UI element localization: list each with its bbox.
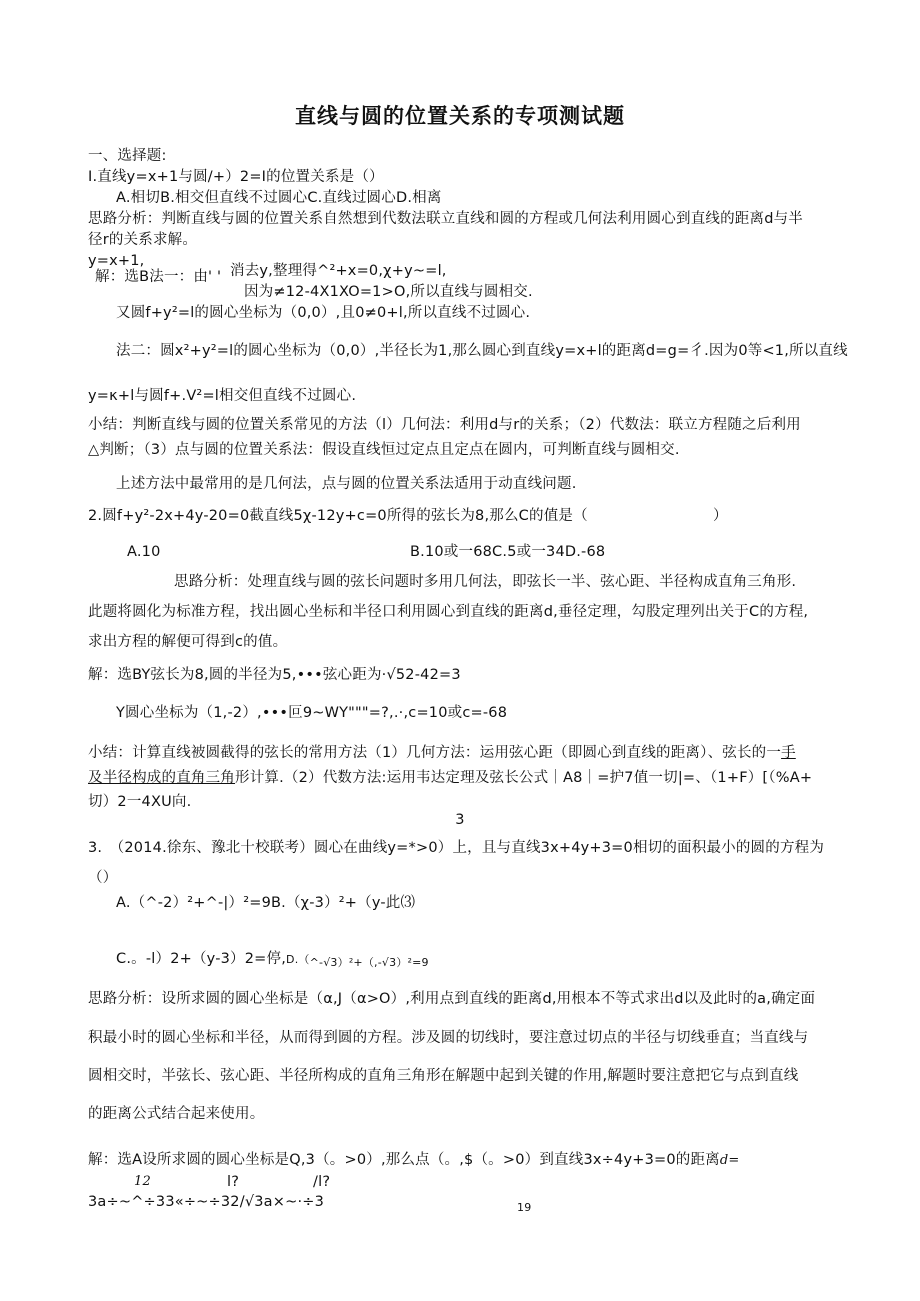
q2-solution-line1: 解：选BY弦长为8,圆的半径为5,•••弦心距为·√52-42=3	[88, 667, 461, 683]
q1-summary-line1: 小结：判断直线与圆的位置关系常见的方法（l）几何法：利用d与r的关系；（2）代数法：联立方程随之后利用	[88, 417, 801, 433]
q2-option-a: A.10	[127, 544, 161, 560]
q3-fraction-numerator-12: 12	[134, 1174, 151, 1189]
q1-method2-line2: y=κ+l与圆f+.V²=l相交但直线不过圆心.	[88, 388, 357, 404]
q1-summary-line2: △判断；（3）点与圆的位置关系法：假设直线恒过定点且定点在圆内，可判断直线与圆相交.	[88, 442, 680, 458]
q3-solution-line2: 3a÷~^÷33«÷~÷32∕√3a×~·÷3	[88, 1194, 325, 1210]
q2-options-rest: B.10或一68C.5或一34D.-68	[410, 544, 606, 560]
section-heading: 一、选择题:	[88, 148, 167, 164]
page-title: 直线与圆的位置关系的专项测试题	[295, 104, 625, 128]
q2-summary-line3: 切）2一4XU向.	[88, 794, 192, 810]
q3-option-d-label: D.（	[286, 953, 310, 966]
q3-fraction-numerator-l1: l?	[227, 1174, 240, 1190]
q1-analysis-line2: 径r的关系求解。	[88, 232, 198, 248]
q3-options-ab: A.（^-2）²+^-|）²=9B.（χ-3）²+（y-此⑶	[116, 895, 416, 911]
q2-summary-text-2: 形计算.（2）代数方法:运用韦达定理及弦长公式｜A8｜=护7值一切|=、（1+F）[（%A+	[235, 770, 813, 786]
q2-stem-close: ）	[713, 508, 728, 524]
q1-method2-line1: 法二：圆x²+y²=l的圆心坐标为（0,0）,半径长为1,那么圆心到直线y=x+l的距离d=g=彳.因为0等<1,所以直线	[116, 343, 848, 359]
q3-analysis-line4: 的距离公式结合起来使用。	[88, 1106, 265, 1122]
q3-analysis-line2: 积最小时的圆心坐标和半径，从而得到圆的方程。涉及圆的切线时，要注意过切点的半径与切线垂直；当直线与	[88, 1030, 809, 1046]
page-mark: 3	[455, 812, 465, 828]
q3-option-d: ^-√3）²+（,-√3）²=9	[309, 956, 429, 969]
q1-options: A.相切B.相交但直线不过圆心C.直线过圆心D.相离	[116, 190, 442, 206]
q2-summary-text: 小结：计算直线被圆截得的弦长的常用方法（1）几何方法：运用弦心距（即圆心到直线的距离）、弦长的一	[88, 745, 782, 761]
q2-solution-line2: Y圆心坐标为（1,-2）,•••叵9~WY"""=?,.·,c=10或c=-68	[116, 705, 508, 721]
q3-analysis-line3: 圆相交时，半弦长、弦心距、半径所构成的直角三角形在解题中起到关键的作用,解题时要注意把它与点到直线	[88, 1068, 799, 1084]
q3-solution-text: 解：选A设所求圆的圆心坐标是Q,3（。>0）,那么点（。,$（。>0）到直线3x÷4y+3=0的距离	[88, 1152, 720, 1168]
q2-analysis-line3: 求出方程的解便可得到c的值。	[88, 634, 288, 650]
q3-fraction-numerator-l2: /l?	[313, 1174, 331, 1190]
q3-analysis-line1: 思路分析：设所求圆的圆心坐标是（α,J（α>O）,利用点到直线的距离d,用根本不等式求出d以及此时的a,确定面	[88, 991, 816, 1007]
q2-analysis-line2: 此题将圆化为标准方程，找出圆心坐标和半径口利用圆心到直线的距离d,垂径定理，勾股定理列出关于C的方程,	[88, 604, 809, 620]
q1-stem: I.直线y=x+1与圆/+）2=I的位置关系是（）	[88, 169, 384, 185]
q1-solution-eliminate: 消去y,整理得^²+x=0,χ+y~=l,	[230, 263, 447, 279]
q3-stem: 3. （2014.徐东、豫北十校联考）圆心在曲线y=*>0）上，且与直线3x+4y+3=0相切的面积最小的圆的方程为	[88, 840, 825, 856]
q1-equation-top: y=x+1,	[88, 253, 145, 269]
q2-summary-underlined: 手	[781, 745, 796, 761]
q2-summary-line2	[88, 768, 812, 788]
q1-solution-center: 又圆f+y²=l的圆心坐标为（0,0）,且0≠0+l,所以直线不过圆心.	[116, 305, 531, 321]
q1-analysis-line1: 思路分析：判断直线与圆的位置关系自然想到代数法联立直线和圆的方程或几何法利用圆心到直线的距离d与半	[88, 211, 803, 227]
q2-stem: 2.圆f+y²-2x+4y-20=0截直线5χ-12y+c=0所得的弦长为8,那么C的值是（	[88, 508, 588, 524]
q2-summary-line1	[88, 743, 796, 763]
q3-stem-paren: （）	[88, 870, 118, 886]
q1-solution-discriminant: 因为≠12-4X1XO=1>O,所以直线与圆相交.	[244, 284, 533, 300]
q3-solution-distance-symbol: d=	[719, 1153, 740, 1168]
q3-option-c: C.。-l）2+（y-3）2=停,	[116, 951, 287, 967]
q2-analysis-line1: 思路分析：处理直线与圆的弦长问题时多用几何法，即弦长一半、弦心距、半径构成直角三角形.	[174, 574, 797, 590]
q1-summary-line3: 上述方法中最常用的是几何法，点与圆的位置关系法适用于动直线问题.	[116, 476, 577, 492]
q1-solution-lead: 解：选B法一：由' '	[95, 269, 222, 285]
q3-options-cd	[116, 949, 429, 973]
footer-page-number: 19	[517, 1201, 532, 1214]
q3-solution-line1	[88, 1150, 740, 1171]
q2-summary-underlined-2: 及半径构成的直角三角	[88, 770, 235, 786]
